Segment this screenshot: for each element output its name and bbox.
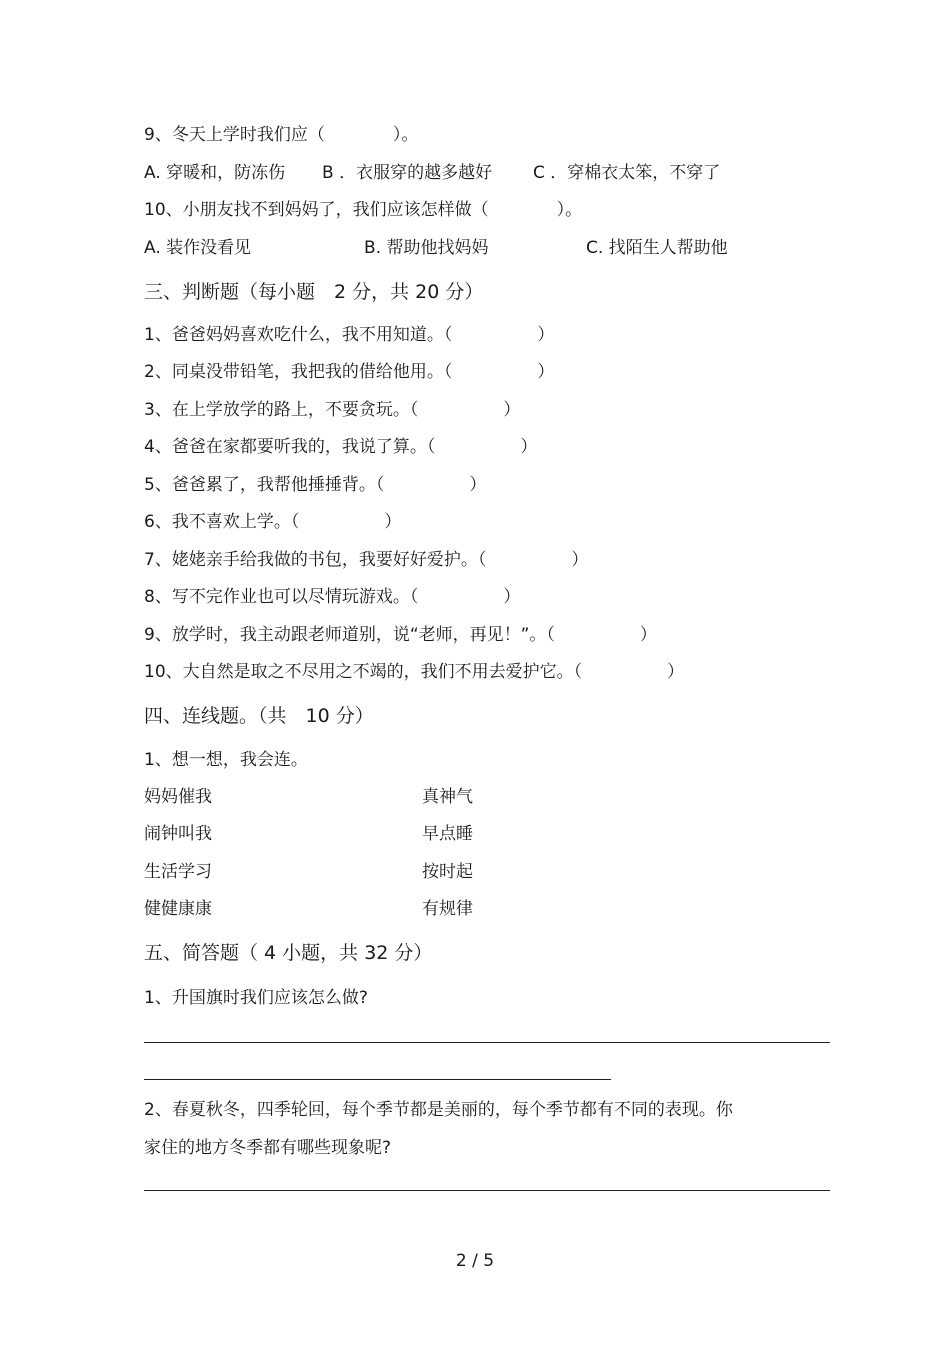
match-left-item: 闹钟叫我 [144, 824, 212, 844]
q10-option-a: A. 装作没看见 [144, 238, 252, 258]
judge-item: 8、写不完作业也可以尽情玩游戏。（ ） [144, 587, 521, 607]
match-right-item: 有规律 [422, 899, 473, 919]
match-right-item: 按时起 [422, 862, 473, 882]
judge-item: 5、爸爸累了，我帮他捶捶背。（ ） [144, 475, 487, 495]
judge-item: 4、爸爸在家都要听我的，我说了算。（ ） [144, 437, 538, 457]
q9-option-a: A. 穿暖和，防冻伤 [144, 163, 286, 183]
question-9: 9、冬天上学时我们应（ ）。 [144, 125, 419, 145]
judge-item: 9、放学时，我主动跟老师道别，说“老师，再见！”。（ ） [144, 625, 657, 645]
match-right-item: 真神气 [422, 787, 473, 807]
judge-item: 10、大自然是取之不尽用之不竭的，我们不用去爱护它。（ ） [144, 662, 685, 682]
matching-question: 1、想一想，我会连。 [144, 750, 308, 770]
page-number: 2 / 5 [455, 1251, 495, 1271]
short-answer-question-1: 1、升国旗时我们应该怎么做? [144, 988, 368, 1008]
judge-item: 3、在上学放学的路上，不要贪玩。（ ） [144, 400, 521, 420]
section-4-title: 四、连线题。（共 10 分） [144, 705, 374, 727]
judge-item: 2、同桌没带铅笔，我把我的借给他用。（ ） [144, 362, 555, 382]
q10-option-c: C. 找陌生人帮助他 [586, 238, 728, 258]
match-left-item: 妈妈催我 [144, 787, 212, 807]
section-3-title: 三、判断题（每小题 2 分，共 20 分） [144, 281, 484, 303]
section-5-title: 五、简答题（ 4 小题，共 32 分） [144, 942, 433, 964]
q10-option-b: B. 帮助他找妈妈 [364, 238, 489, 258]
judge-item: 6、我不喜欢上学。（ ） [144, 512, 402, 532]
question-10: 10、小朋友找不到妈妈了，我们应该怎样做（ ）。 [144, 200, 583, 220]
match-left-item: 健健康康 [144, 899, 212, 919]
short-answer-question-2: 2、春夏秋冬，四季轮回，每个季节都是美丽的，每个季节都有不同的表现。你 [144, 1100, 733, 1120]
q9-option-b: B ．衣服穿的越多越好 [322, 163, 493, 183]
answer-line [144, 1079, 611, 1080]
short-answer-question-2-continued: 家住的地方冬季都有哪些现象呢? [144, 1138, 392, 1158]
answer-line [144, 1190, 830, 1191]
match-left-item: 生活学习 [144, 862, 212, 882]
match-right-item: 早点睡 [422, 824, 473, 844]
q9-option-c: C ．穿棉衣太笨，不穿了 [533, 163, 721, 183]
judge-item: 7、姥姥亲手给我做的书包，我要好好爱护。（ ） [144, 550, 589, 570]
judge-item: 1、爸爸妈妈喜欢吃什么，我不用知道。（ ） [144, 325, 555, 345]
answer-line [144, 1042, 830, 1043]
